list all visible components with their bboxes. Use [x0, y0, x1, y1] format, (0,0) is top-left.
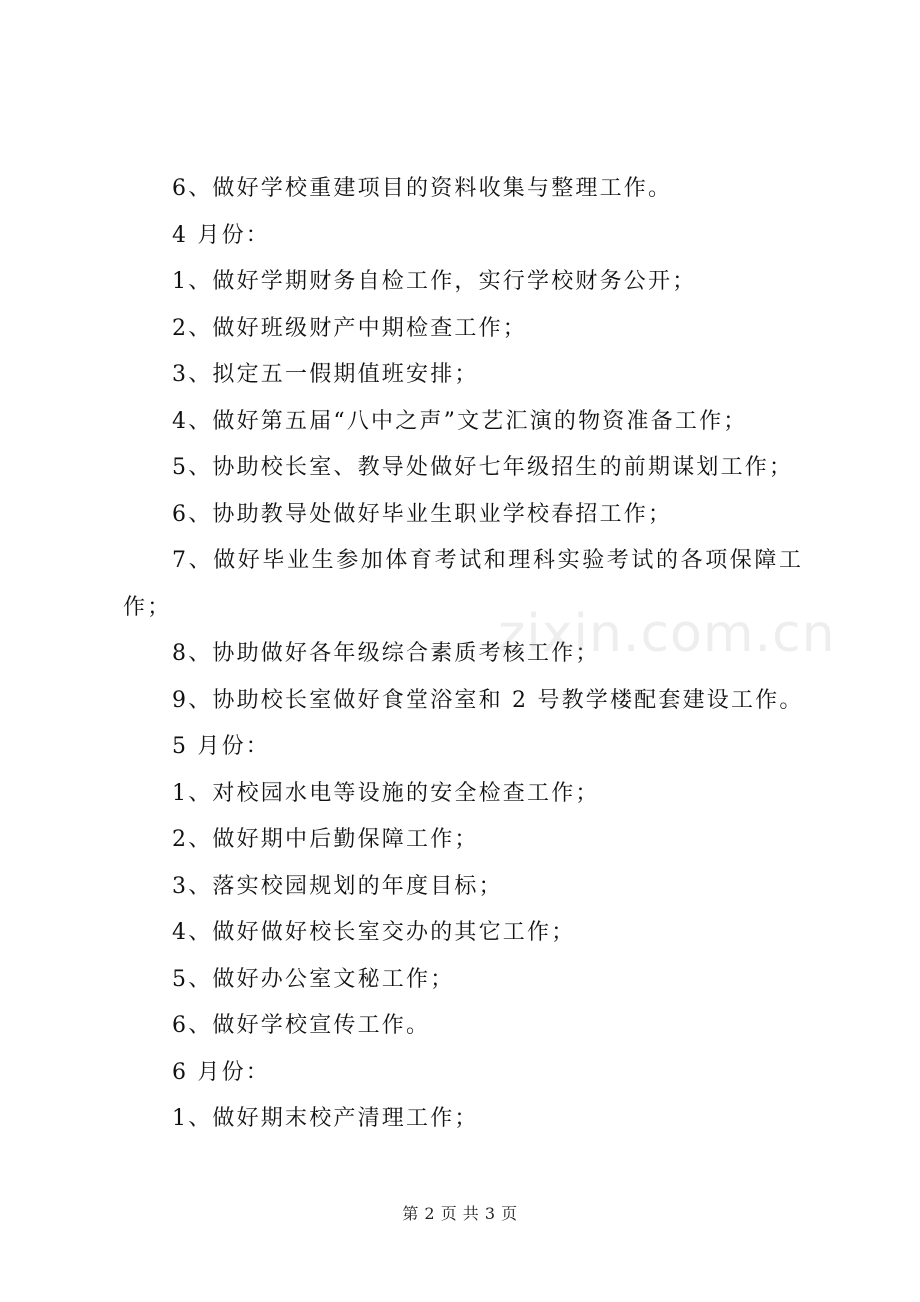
list-item: 1、做好期末校产清理工作；: [172, 1106, 479, 1131]
list-item: 1、对校园水电等设施的安全检查工作；: [172, 780, 600, 806]
page-footer: 第 2 页 共 3 页: [402, 1204, 518, 1223]
list-item: 9、协助校长室做好食堂浴室和 2 号教学楼配套建设工作。: [172, 687, 804, 713]
list-item: 8、协助做好各年级综合素质考核工作；: [172, 641, 600, 666]
list-item: 5、协助校长室、教导处做好七年级招生的前期谋划工作；: [172, 455, 794, 480]
list-item: 4、做好做好校长室交办的其它工作；: [172, 920, 576, 945]
list-item: 1、做好学期财务自检工作，实行学校财务公开；: [172, 269, 697, 294]
list-item: 4、做好第五届“八中之声”文艺汇演的物资准备工作；: [172, 408, 748, 434]
list-item: 6、做好学校宣传工作。: [172, 1013, 431, 1038]
list-item: 3、落实校园规划的年度目标；: [172, 873, 503, 899]
list-item: 6、协助教导处做好毕业生职业学校春招工作；: [172, 501, 673, 527]
list-item: 6、做好学校重建项目的资料收集与整理工作。: [172, 176, 673, 201]
list-item: 5、做好办公室文秘工作；: [172, 966, 455, 992]
section-heading: 5 月份：: [172, 734, 270, 759]
list-item: 2、做好期中后勤保障工作；: [172, 827, 479, 852]
list-item: 7、做好毕业生参加体育考试和理科实验考试的各项保障工: [172, 548, 804, 573]
section-heading: 4 月份：: [172, 222, 270, 248]
list-item: 3、拟定五一假期值班安排；: [172, 362, 479, 387]
list-item-continuation: 作；: [123, 594, 172, 620]
list-item: 2、做好班级财产中期检查工作；: [172, 315, 527, 341]
section-heading: 6 月份：: [172, 1059, 270, 1085]
watermark: zixin.com.cn: [498, 604, 836, 664]
